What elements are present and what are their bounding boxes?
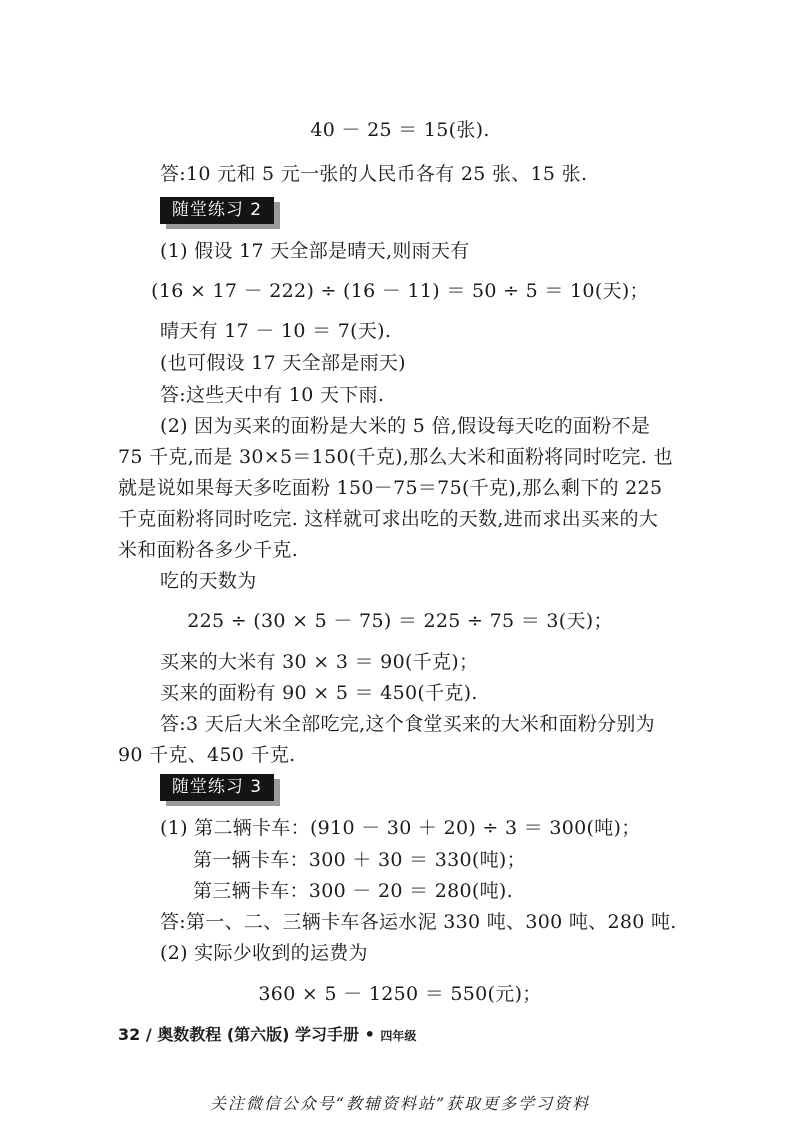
grade-label: 四年级	[380, 1029, 417, 1043]
watermark-text: 关注微信公众号“教辅资料站”获取更多学习资料	[209, 1094, 591, 1113]
answer-line: 40 － 25 ＝ 15(张).	[310, 119, 490, 141]
answer-line: (1) 第二辆卡车：(910 － 30 ＋ 20) ÷ 3 ＝ 300(吨)；	[160, 817, 641, 839]
answer-line: 千克面粉将同时吃完. 这样就可求出吃的天数,进而求出买来的大	[118, 508, 659, 530]
practice-2-badge-label: 随堂练习 2	[160, 197, 274, 224]
answer-line: 米和面粉各多少千克.	[118, 539, 299, 561]
equation: 360 × 5 － 1250 ＝ 550(元)；	[258, 983, 542, 1005]
answer-line: 买来的大米有 30 × 3 ＝ 90(千克)；	[160, 651, 479, 673]
answer-line: (2) 实际少收到的运费为	[160, 942, 368, 964]
answer-line: 就是说如果每天多吃面粉 150－75＝75(千克),那么剩下的 225	[118, 477, 663, 499]
equation: 225 ÷ (30 × 5 － 75) ＝ 225 ÷ 75 ＝ 3(天)；	[187, 610, 613, 632]
answer-line: 75 千克,而是 30×5＝150(千克),那么大米和面粉将同时吃完. 也	[118, 446, 673, 468]
book-title: 奥数教程 (第六版) 学习手册 •	[157, 1025, 375, 1044]
practice-2-badge	[160, 197, 278, 227]
equation: (16 × 17 － 222) ÷ (16 － 11) ＝ 50 ÷ 5 ＝ 10(天)；	[151, 280, 649, 302]
page-number: 32	[118, 1025, 141, 1044]
answer-line: (2) 因为买来的面粉是大米的 5 倍,假设每天吃的面粉不是	[160, 415, 651, 437]
answer-line: 答:3 天后大米全部吃完,这个食堂买来的大米和面粉分别为	[160, 713, 655, 735]
answer-line: 吃的天数为	[160, 570, 257, 592]
answer-line: 答:10 元和 5 元一张的人民币各有 25 张、15 张.	[160, 163, 588, 185]
page-footer	[118, 1022, 416, 1045]
answer-line: 90 千克、450 千克.	[118, 744, 296, 766]
answer-line: (也可假设 17 天全部是雨天)	[160, 352, 406, 374]
practice-3-badge-label: 随堂练习 3	[160, 774, 274, 801]
practice-3-badge	[160, 774, 278, 804]
answer-line: 晴天有 17 － 10 ＝ 7(天).	[160, 320, 392, 342]
answer-line: 答:这些天中有 10 天下雨.	[160, 384, 385, 406]
footer-slash: /	[145, 1025, 152, 1044]
answer-line: 买来的面粉有 90 × 5 ＝ 450(千克).	[160, 682, 478, 704]
answer-line: 答:第一、二、三辆卡车各运水泥 330 吨、300 吨、280 吨.	[160, 911, 677, 933]
answer-line: (1) 假设 17 天全部是晴天,则雨天有	[160, 240, 470, 262]
answer-line: 第一辆卡车：300 ＋ 30 ＝ 330(吨)；	[193, 849, 526, 871]
answer-line: 第三辆卡车：300 － 20 ＝ 280(吨).	[193, 880, 513, 902]
